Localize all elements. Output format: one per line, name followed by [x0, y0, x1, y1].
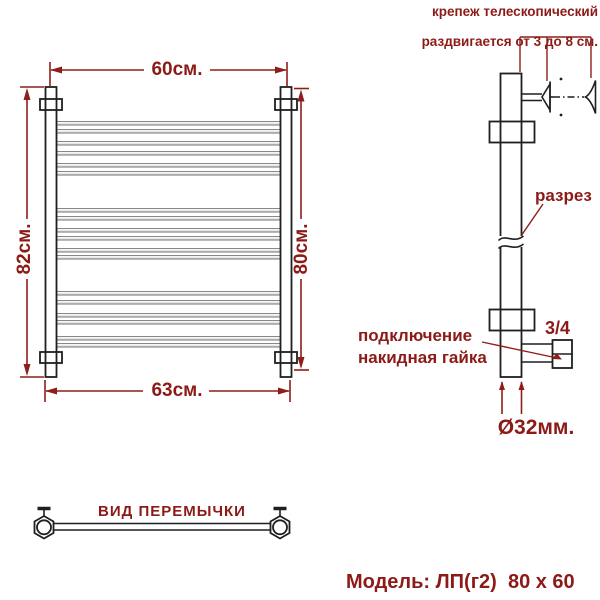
towel-bar [51, 236, 286, 241]
towel-bar [51, 129, 286, 134]
towel-bar [51, 300, 286, 305]
arrowhead [24, 364, 31, 376]
section-label: разрез [535, 186, 592, 205]
arrowhead [298, 90, 305, 102]
reference-dot [560, 78, 563, 81]
front-view [40, 87, 297, 377]
towel-bar [51, 216, 286, 221]
towel-bar [51, 163, 286, 168]
diameter-extension-lines [499, 381, 525, 414]
section-leader [521, 204, 543, 236]
connection-label-line1: подключение [358, 326, 473, 345]
arrowhead [50, 67, 62, 74]
arrowhead [298, 357, 305, 369]
telescopic-mount [522, 78, 596, 117]
right-post [281, 87, 292, 377]
dim-label-top-width: 60см. [151, 59, 203, 80]
towel-bar [51, 291, 286, 296]
towel-bar [51, 228, 286, 233]
crossbar-end-left [35, 509, 54, 539]
diameter-label: Ø32мм. [497, 416, 575, 439]
dim-label-left-height: 82см. [14, 223, 35, 275]
towel-bars [51, 121, 286, 348]
model-label: Модель: ЛП(г2) 80 х 60 [346, 571, 575, 593]
arrowhead [278, 388, 290, 395]
wall-cone [586, 81, 596, 114]
arrowhead [45, 388, 57, 395]
arrowhead [275, 67, 287, 74]
post-break [498, 236, 524, 249]
connection-stub [522, 340, 572, 368]
towel-bar [51, 208, 286, 213]
crossbar-view-label: ВИД ПЕРЕМЫЧКИ [98, 503, 246, 520]
towel-bar [51, 343, 286, 348]
mount-note-line2: раздвигается от 3 до 8 см. [421, 34, 598, 49]
towel-bar [51, 320, 286, 325]
dim-label-bottom-width: 63см. [151, 380, 203, 401]
mount-cone [542, 84, 550, 110]
towel-bar [51, 248, 286, 253]
towel-bar [51, 313, 286, 318]
mount-note-line1: крепеж телескопический [432, 4, 598, 19]
dim-label-right-height: 80см. [291, 223, 312, 275]
towel-bar [51, 121, 286, 126]
left-post [46, 87, 57, 377]
towel-bar [51, 255, 286, 260]
crossbar-end-right [271, 509, 290, 539]
towel-bar [51, 141, 286, 146]
mount-note [390, 4, 598, 49]
towel-bar [51, 171, 286, 176]
towel-bar [51, 151, 286, 156]
thread-size-label: 3/4 [545, 318, 571, 338]
reference-dot [560, 114, 563, 117]
arrowhead [24, 88, 31, 100]
side-view [482, 37, 596, 414]
towel-bar [51, 336, 286, 341]
connection-label-line2: накидная гайка [358, 348, 487, 367]
side-post [501, 74, 522, 378]
